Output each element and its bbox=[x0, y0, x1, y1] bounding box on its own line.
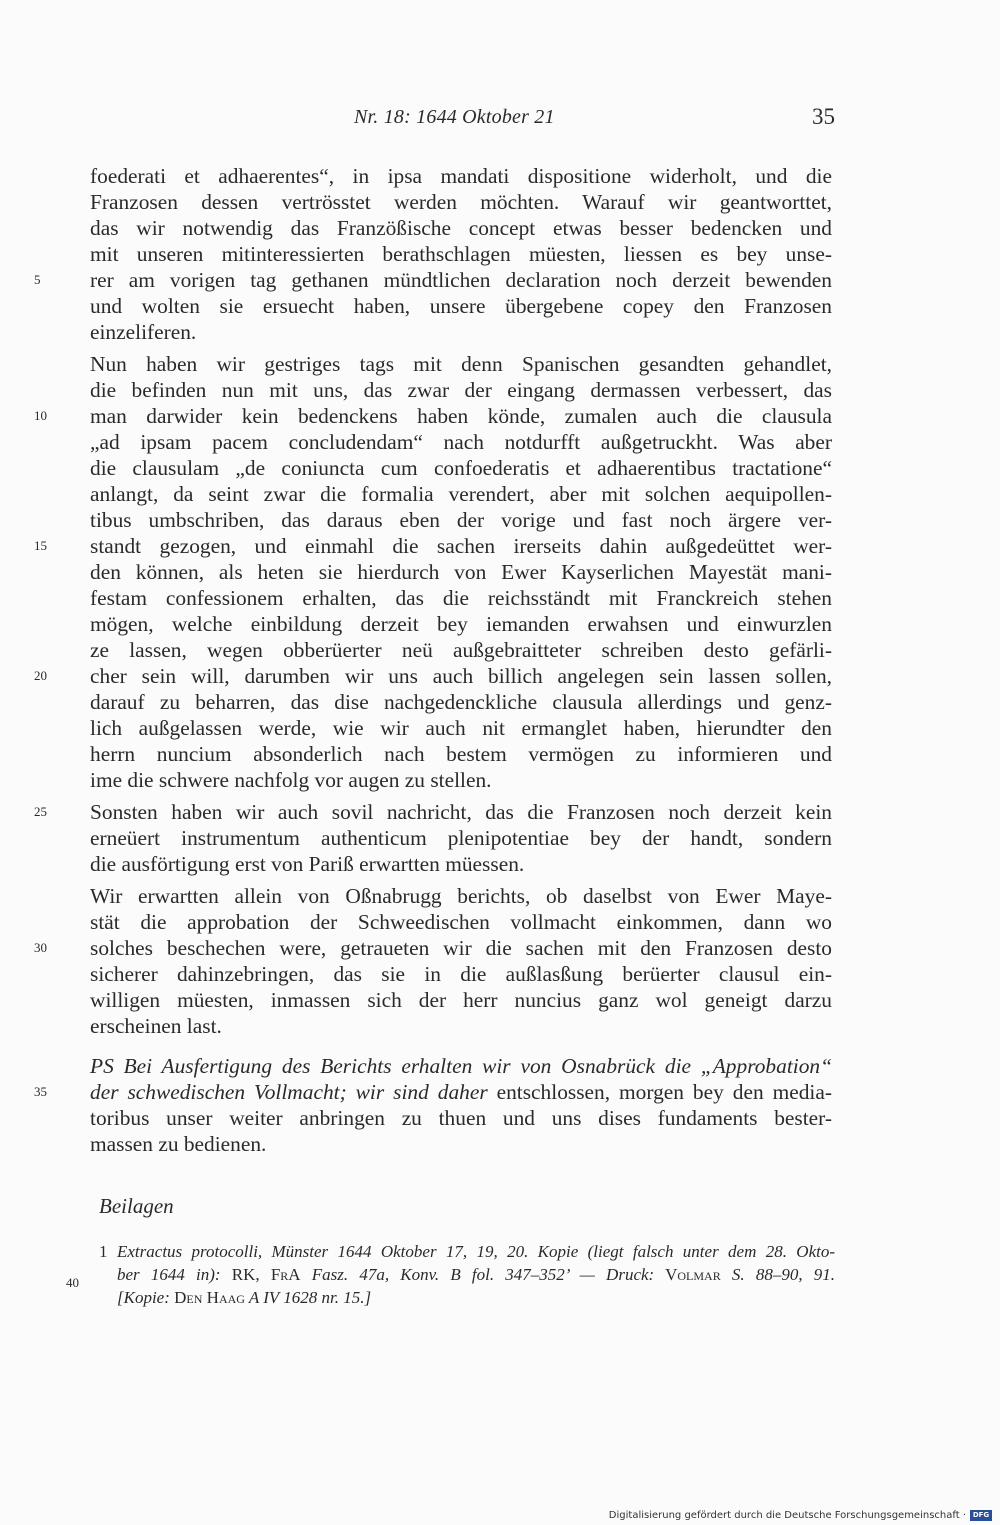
text-line: die befinden nun mit uns, das zwar der eingang dermassen verbessert, das bbox=[90, 378, 832, 402]
text-line: ime die schwere nachfolg vor augen zu stellen. bbox=[90, 768, 492, 792]
text-line: anlangt, da seint zwar die formalia verendert, aber mit solchen aequipollen- bbox=[90, 482, 832, 506]
text-line: erscheinen last. bbox=[90, 1014, 222, 1038]
ps-line: massen zu bedienen. bbox=[90, 1132, 267, 1156]
beilagen-heading: Beilagen bbox=[99, 1194, 174, 1218]
footnote-italic: ber 1644 in): bbox=[117, 1265, 221, 1284]
footnote-paren: (liegt falsch unter dem 28. Okto- bbox=[578, 1242, 835, 1261]
footnote-smallcaps: Volmar bbox=[654, 1265, 721, 1284]
text-line: die clausulam „de coniuncta cum confoederatis et adhaerentibus tractatione“ bbox=[90, 456, 832, 480]
footnote-roman: RK, bbox=[220, 1265, 271, 1284]
footnote-italic: Extractus protocolli, Münster 1644 Oktober 17, 19, 20. Kopie bbox=[117, 1242, 579, 1261]
text-line: willigen müesten, inmassen sich der herr nuncius ganz wol geneigt darzu bbox=[90, 988, 832, 1012]
text-line: darauf zu beharren, das dise nachgedenckliche clausula allerdings und genz- bbox=[90, 690, 832, 714]
footnote-italic: A IV 1628 nr. 15.] bbox=[244, 1288, 372, 1307]
text-line: und wolten sie ersuecht haben, unsere übergebene copey den Franzosen bbox=[90, 294, 832, 318]
text-line: den können, als heten sie hierdurch von Ewer Kayserlichen Mayestät mani- bbox=[90, 560, 832, 584]
line-number: 35 bbox=[34, 1084, 47, 1099]
text-line: foederati et adhaerentes“, in ipsa mandati dispositione widerholt, und die bbox=[90, 164, 832, 188]
text-line: mit unseren mitinteressierten berathschlagen müesten, liessen es bey unse- bbox=[90, 242, 832, 266]
dfg-logo: DFG bbox=[970, 1510, 992, 1521]
footnote-italic: S. 88–90, 91. bbox=[720, 1265, 836, 1284]
footnote-line bbox=[117, 1263, 835, 1286]
footnote-line bbox=[117, 1286, 835, 1309]
ps-line-italic: der schwedischen Vollmacht; wir sind daher bbox=[90, 1080, 488, 1104]
text-line: einzeliferen. bbox=[90, 320, 197, 344]
line-number: 30 bbox=[34, 940, 47, 955]
text-line: rer am vorigen tag gethanen mündtlichen declaration noch derzeit bewenden bbox=[90, 268, 832, 292]
text-line: solches beschechen were, getraueten wir die sachen mit den Franzosen desto bbox=[90, 936, 832, 960]
text-line: Franzosen dessen vertrösstet werden möchten. Warauf wir geantworttet, bbox=[90, 190, 832, 214]
text-line: Sonsten haben wir auch sovil nachricht, das die Franzosen noch derzeit kein bbox=[90, 800, 832, 824]
footnote-smallcaps: Den Haag bbox=[169, 1288, 245, 1307]
page-number: 35 bbox=[812, 104, 835, 129]
text-line: cher sein will, darumben wir uns auch billich angelegen sein lassen sollen, bbox=[90, 664, 832, 688]
footnote-italic: [Kopie: bbox=[117, 1288, 170, 1307]
ps-line bbox=[90, 1079, 832, 1105]
text-line: das wir notwendig das Franzößische concept etwas besser bedencken und bbox=[90, 216, 832, 240]
text-line: festam confessionem erhalten, das die reichsständt mit Franckreich stehen bbox=[90, 586, 832, 610]
line-number: 25 bbox=[34, 804, 47, 819]
text-line: tibus umbschriben, das daraus eben der vorige und fast noch ärgere ver- bbox=[90, 508, 832, 532]
text-line: standt gezogen, und einmahl die sachen irerseits dahin außgedeüttet wer- bbox=[90, 534, 832, 558]
text-line: stät die approbation der Schweedischen vollmacht einkommen, dann wo bbox=[90, 910, 832, 934]
text-line: Nun haben wir gestriges tags mit denn Spanischen gesandten gehandlet, bbox=[90, 352, 832, 376]
text-line: erneüert instrumentum authenticum plenipotentiae bey der handt, sondern bbox=[90, 826, 832, 850]
text-line: die ausförtigung erst von Pariß erwartten müessen. bbox=[90, 852, 525, 876]
text-line: ze lassen, wegen obberüerter neü außgebraitteter schreiben desto gefärli- bbox=[90, 638, 832, 662]
line-number: 15 bbox=[34, 538, 47, 553]
credit-text: Digitalisierung gefördert durch die Deutsche Forschungsgemeinschaft · bbox=[608, 1510, 966, 1521]
text-line: „ad ipsam pacem concludendam“ nach notdurfft außgetruckht. Was aber bbox=[90, 430, 832, 454]
line-number: 40 bbox=[66, 1275, 79, 1290]
running-header-title: Nr. 18: 1644 Oktober 21 bbox=[354, 106, 555, 128]
text-line: sicherer dahinzebringen, das sie in die außlasßung berüerter clausul ein- bbox=[90, 962, 832, 986]
text-line: man darwider kein bedenckens haben könde, zumalen auch die clausula bbox=[90, 404, 832, 428]
footnote-smallcaps: FrA bbox=[270, 1265, 301, 1284]
footnote-line bbox=[117, 1240, 835, 1263]
footnote-italic: Fasz. 47a, Konv. B fol. 347–352’ — Druck: bbox=[300, 1265, 655, 1284]
text-line: herrn nuncium absonderlich nach bestem vermögen zu informieren und bbox=[90, 742, 832, 766]
line-number: 5 bbox=[34, 272, 41, 287]
digitization-credit bbox=[609, 1510, 992, 1521]
text-line: lich außgelassen werde, wie wir auch nit ermanglet haben, hierundter den bbox=[90, 716, 832, 740]
text-line: Wir erwartten allein von Oßnabrugg berichts, ob daselbst von Ewer Maye- bbox=[90, 884, 832, 908]
ps-line: toribus unser weiter anbringen zu thuen und uns dises fundaments bester- bbox=[90, 1106, 832, 1130]
line-number: 10 bbox=[34, 408, 47, 423]
footnote-number: 1 bbox=[99, 1242, 108, 1261]
ps-line: PS Bei Ausfertigung des Berichts erhalten wir von Osnabrück die „Approbation“ bbox=[90, 1054, 832, 1078]
text-line: mögen, welche einbildung derzeit bey iemanden erwahsen und einwurzlen bbox=[90, 612, 832, 636]
line-number: 20 bbox=[34, 668, 47, 683]
ps-line-roman: entschlossen, morgen bey den media- bbox=[487, 1080, 832, 1104]
